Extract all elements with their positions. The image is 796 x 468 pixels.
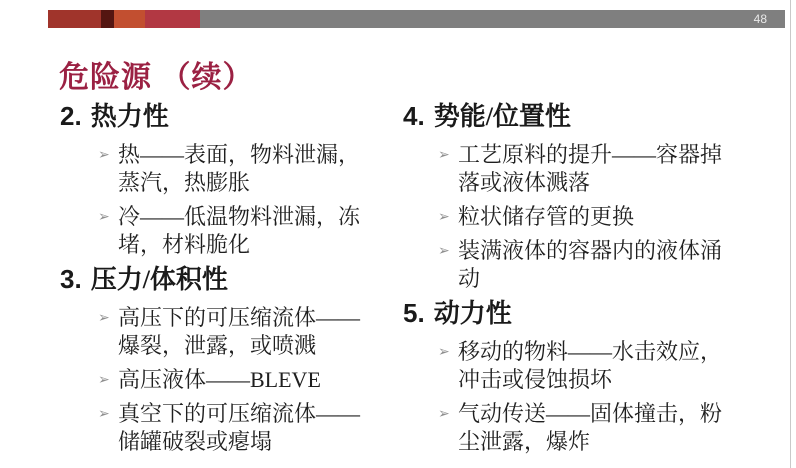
page-number: 48 bbox=[200, 10, 785, 28]
arrow-bullet-icon: ➢ bbox=[98, 310, 110, 326]
accent-block-maroon bbox=[101, 10, 114, 28]
bullet-item bbox=[403, 338, 763, 394]
bullet-item bbox=[60, 400, 400, 456]
bullet-item bbox=[60, 304, 400, 360]
bullet-line: 真空下的可压缩流体—— bbox=[118, 401, 361, 426]
bullet-line: 落或液体溅落 bbox=[458, 170, 591, 195]
bullet-line: 工艺原料的提升——容器掉 bbox=[458, 142, 723, 167]
section-heading bbox=[60, 102, 400, 131]
bullet-line: 气动传送——固体撞击，粉 bbox=[458, 401, 723, 426]
right-column bbox=[403, 102, 763, 462]
left-column bbox=[60, 102, 400, 462]
bullet-line: 冲击或侵蚀损坏 bbox=[458, 367, 613, 392]
bullet-item bbox=[403, 203, 763, 231]
bullet-line: 高压下的可压缩流体—— bbox=[118, 305, 361, 330]
section-heading-text: 热力性 bbox=[90, 102, 169, 131]
bullet-line: 热——表面，物料泄漏， bbox=[118, 142, 361, 167]
arrow-bullet-icon: ➢ bbox=[98, 372, 110, 388]
bullet-line: 堵，材料脆化 bbox=[118, 232, 251, 257]
bullet-item bbox=[60, 203, 400, 259]
bullet-item bbox=[403, 141, 763, 197]
bullet-line: 储罐破裂或瘪塌 bbox=[118, 429, 273, 454]
section-heading-text: 压力/体积性 bbox=[90, 265, 228, 294]
arrow-bullet-icon: ➢ bbox=[438, 344, 450, 360]
section-number: 2. bbox=[60, 101, 82, 131]
bullet-line: 爆裂，泄露，或喷溅 bbox=[118, 333, 317, 358]
arrow-bullet-icon: ➢ bbox=[438, 243, 450, 259]
bullet-text bbox=[458, 400, 722, 456]
bullet-text bbox=[118, 304, 360, 360]
bullet-line: 粒状储存管的更换 bbox=[458, 204, 635, 229]
bullet-text bbox=[458, 237, 722, 293]
arrow-bullet-icon: ➢ bbox=[438, 147, 450, 163]
bullet-text bbox=[458, 338, 722, 394]
slide-title: 危险源 （续） bbox=[59, 61, 254, 94]
bullet-text bbox=[118, 141, 360, 197]
bullet-line: 冷——低温物料泄漏，冻 bbox=[118, 204, 361, 229]
section-dynamic bbox=[403, 299, 763, 456]
arrow-bullet-icon: ➢ bbox=[438, 406, 450, 422]
section-number: 3. bbox=[60, 264, 82, 294]
bullet-item bbox=[60, 366, 400, 394]
arrow-bullet-icon: ➢ bbox=[98, 406, 110, 422]
bullet-line: 尘泄露，爆炸 bbox=[458, 429, 591, 454]
top-accent-bar bbox=[48, 10, 785, 28]
section-potential-position bbox=[403, 102, 763, 293]
bullet-item bbox=[403, 400, 763, 456]
accent-block-dark-red bbox=[48, 10, 101, 28]
accent-block-orange bbox=[114, 10, 145, 28]
section-heading bbox=[403, 299, 763, 328]
accent-block-crimson bbox=[145, 10, 200, 28]
arrow-bullet-icon: ➢ bbox=[98, 147, 110, 163]
bullet-line: 蒸汽，热膨胀 bbox=[118, 170, 251, 195]
section-heading-text: 势能/位置性 bbox=[433, 102, 571, 131]
section-heading bbox=[60, 265, 400, 294]
section-pressure-volume bbox=[60, 265, 400, 456]
bullet-text bbox=[458, 203, 634, 231]
bullet-item bbox=[60, 141, 400, 197]
arrow-bullet-icon: ➢ bbox=[438, 209, 450, 225]
section-heading bbox=[403, 102, 763, 131]
section-heading-text: 动力性 bbox=[433, 299, 512, 328]
bullet-text bbox=[118, 400, 360, 456]
bullet-text bbox=[118, 366, 321, 394]
bullet-line: 移动的物料——水击效应， bbox=[458, 339, 723, 364]
bullet-text bbox=[118, 203, 360, 259]
bullet-line: 动 bbox=[458, 266, 481, 291]
section-number: 5. bbox=[403, 298, 425, 328]
bullet-line: 高压液体——BLEVE bbox=[118, 367, 321, 392]
section-number: 4. bbox=[403, 101, 425, 131]
section-thermal bbox=[60, 102, 400, 259]
bullet-item bbox=[403, 237, 763, 293]
slide-right-edge-divider bbox=[790, 0, 791, 468]
bullet-line: 装满液体的容器内的液体涌 bbox=[458, 238, 723, 263]
bullet-text bbox=[458, 141, 722, 197]
arrow-bullet-icon: ➢ bbox=[98, 209, 110, 225]
